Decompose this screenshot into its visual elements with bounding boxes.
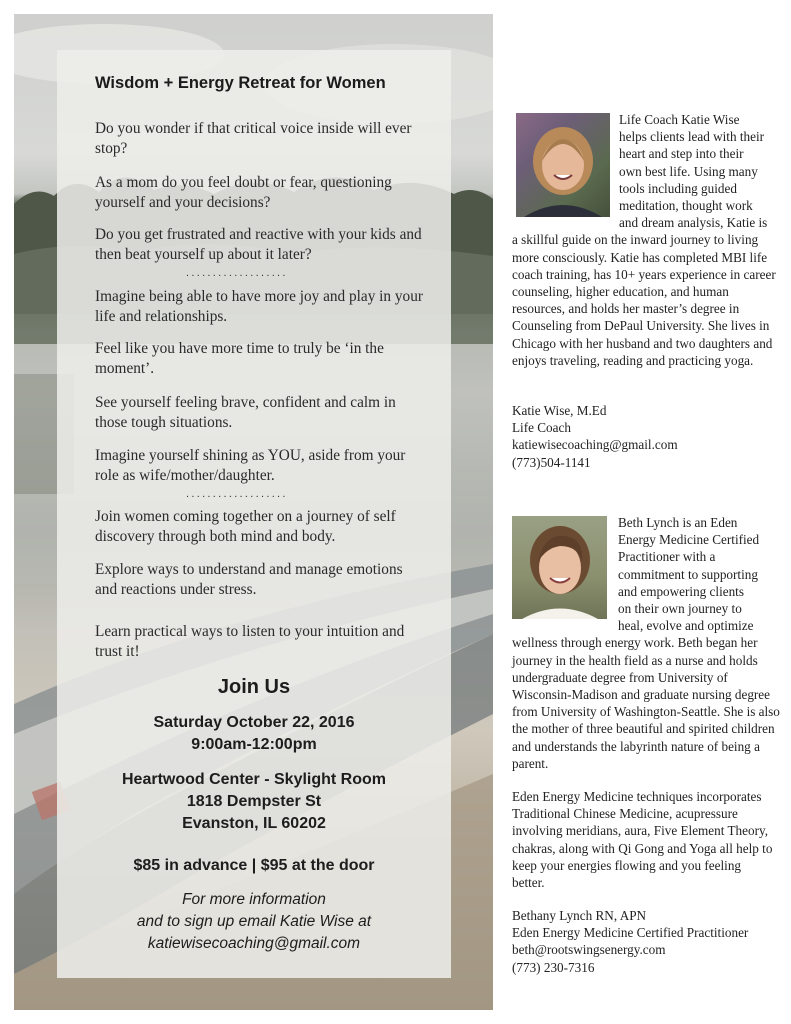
- katie-bio-line: heart and step into their: [619, 146, 744, 162]
- beth-bio-line: and empowering clients: [618, 583, 744, 599]
- dotted-separator: ...................: [186, 488, 288, 500]
- katie-email[interactable]: katiewisecoaching@gmail.com: [512, 437, 678, 453]
- imagine-shining: Imagine yourself shining as YOU, aside from your role as wife/mother/daughter.: [95, 447, 406, 484]
- katie-bio-line: own best life. Using many: [619, 163, 758, 179]
- beth-bio-line: on their own journey to: [618, 601, 742, 617]
- beth-phone: (773) 230-7316: [512, 959, 595, 975]
- imagine-moment: Feel like you have more time to truly be ‘in the moment’.: [95, 340, 384, 377]
- katie-bio-line: helps clients lead with their: [619, 129, 765, 145]
- event-venue: Heartwood Center - Skylight Room: [121, 771, 387, 788]
- katie-bio: [512, 111, 782, 369]
- event-city: Evanston, IL 60202: [182, 815, 326, 832]
- more-info-email[interactable]: katiewisecoaching@gmail.com: [147, 935, 361, 952]
- beth-bio-line: heal, evolve and optimize: [618, 618, 754, 634]
- join-journey: Join women coming together on a journey of self discovery through both mind and body.: [95, 508, 396, 545]
- event-date: Saturday October 22, 2016: [153, 714, 355, 731]
- event-time: 9:00am-12:00pm: [191, 736, 317, 753]
- beth-name: Bethany Lynch RN, APN: [512, 908, 647, 923]
- katie-bio-line: tools including guided: [619, 180, 737, 196]
- katie-contact: [512, 402, 787, 471]
- beth-bio-line: Beth Lynch is an Eden: [618, 515, 738, 530]
- more-info-line-1: For more information: [182, 891, 326, 908]
- event-price: $85 in advance | $95 at the door: [133, 857, 375, 874]
- join-us-heading: Join Us: [217, 676, 291, 698]
- eden-energy-text: Eden Energy Medicine techniques incorporates Traditional Chinese Medicine, acupressure involving meridians, aura, Five Element Theory, chakras, along with Qi Gong and Yoga all help to keep your energies flowing and you feeling better.: [512, 789, 773, 891]
- learn-intuition: Learn practical ways to listen to your intuition and trust it!: [95, 623, 405, 660]
- beth-bio-line: Energy Medicine Certified: [618, 532, 760, 548]
- katie-bio-line: and dream analysis, Katie is: [619, 215, 768, 231]
- katie-bio-line: Life Coach Katie Wise: [619, 112, 740, 127]
- beth-bio: [512, 514, 782, 772]
- katie-bio-rest: a skillful guide on the inward journey to living more consciously. Katie has completed MBI life coach training, has 10+ years experience in career counseling, higher education, and human resources, and holds her master’s degree in Counseling from DePaul University. She lives in Chicago with her husband and two daughters and enjoys traveling, reading and practicing yoga.: [512, 232, 776, 368]
- event-street: 1818 Dempster St: [186, 793, 322, 810]
- beth-bio-line: commitment to supporting: [618, 566, 758, 582]
- dotted-separator: ...................: [186, 267, 288, 279]
- imagine-brave: See yourself feeling brave, confident and calm in those tough situations.: [95, 394, 396, 431]
- katie-role: Life Coach: [512, 420, 571, 436]
- katie-phone: (773)504-1141: [512, 454, 591, 470]
- katie-name: Katie Wise, M.Ed: [512, 403, 607, 418]
- beth-contact: [512, 907, 787, 976]
- question-frustrated: Do you get frustrated and reactive with your kids and then beat yourself up about it later?: [95, 226, 422, 263]
- question-critical-voice: Do you wonder if that critical voice inside will ever stop?: [95, 120, 412, 157]
- beth-role: Eden Energy Medicine Certified Practitioner: [512, 925, 749, 941]
- beth-email[interactable]: beth@rootswingsenergy.com: [512, 942, 666, 958]
- question-doubt-fear: As a mom do you feel doubt or fear, questioning yourself and your decisions?: [95, 174, 392, 211]
- beth-bio-line: Practitioner with a: [618, 549, 716, 565]
- explore-emotions: Explore ways to understand and manage emotions and reactions under stress.: [95, 561, 403, 598]
- eden-energy-description: [512, 788, 782, 891]
- katie-bio-line: meditation, thought work: [619, 198, 753, 214]
- imagine-joy: Imagine being able to have more joy and play in your life and relationships.: [95, 288, 423, 325]
- retreat-title: Wisdom + Energy Retreat for Women: [95, 74, 386, 92]
- more-info-line-2: and to sign up email Katie Wise at: [136, 913, 372, 930]
- beth-bio-rest: wellness through energy work. Beth began her journey in the health field as a nurse and holds undergraduate degree from University of Wisconsin-Madison and graduate nursing degree from University of Washington-Seattle. She is also the mother of three beautiful and spirited children and understands the labyrinth nature of being a parent.: [512, 635, 780, 771]
